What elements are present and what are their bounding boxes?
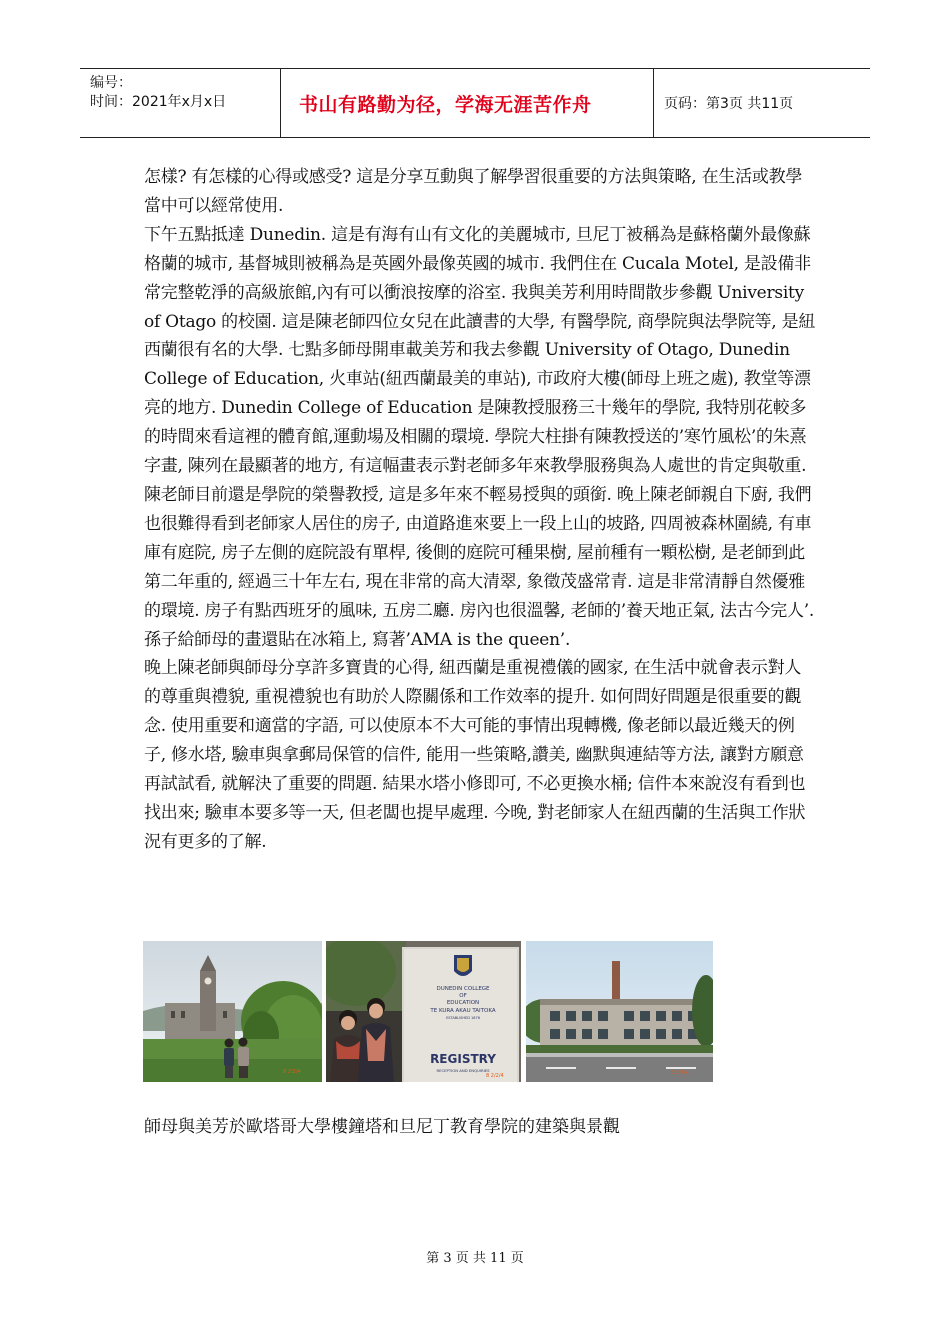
header-motto: 书山有路勤为径，学海无涯苦作舟	[299, 93, 592, 116]
photo-clock-tower	[143, 941, 322, 1082]
doc-number-label: 编号：	[90, 75, 132, 91]
photo-college-sign	[326, 941, 521, 1082]
page-header	[80, 68, 870, 138]
photo-stamp-2: 8 2/2/4	[486, 1073, 504, 1079]
header-page-cell	[654, 69, 870, 137]
photo-caption: 師母與美芳於歐塔哥大學樓鐘塔和旦尼丁教育學院的建築與景觀	[144, 1117, 620, 1137]
body-paragraph: 晚上陳老師與師母分享許多寶貴的心得, 紐西蘭是重視禮儀的國家, 在生活中就會表示對人的尊重與禮貌, 重視禮貌也有助於人際關係和工作效率的提升. 如何問好問題是很重要的觀念. 使用重要和適當的字語, 可以使原本不大可能的事情出現轉機, 像老師以最近幾天的例子, 修水塔, 驗車與拿郵局保管的信件, 能用一些策略,讚美, 幽默與連結等方法, 讓對方願意再試試看, 就解決了重要的問題. 結果水塔小修即可, 不必更換水桶; 信件本來說沒有看到也找出來; 驗車本要多等一天, 但老闆也提早處理. 今晚, 對老師家人在紐西蘭的生活與工作狀況有更多的了解.	[144, 658, 806, 852]
photo-college-building	[526, 941, 713, 1082]
body-paragraph: 下午五點抵達 Dunedin. 這是有海有山有文化的美麗城市, 旦尼丁被稱為是蘇格蘭外最像蘇格蘭的城市, 基督城則被稱為是英國外最像英國的城市. 我們住在 Cucala Motel, 是設備非常完整乾淨的高級旅館,內有可以衝浪按摩的浴室. 我與美芳利用時間散步參觀 University of Otago 的校園. 這是陳老師四位女兒在此讀書的大學, 有醫學院, 商學院與法學院等, 是紐西蘭很有名的大學. 七點多師母開車載美芳和我去參觀 University of Otago, Dunedin College of Education, 火車站(紐西蘭最美的車站), 市政府大樓(師母上班之處), 教堂等漂亮的地方. Dunedin College of Education 是陳教授服務三十幾年的學院, 我特別花較多的時間來看這裡的體育館,運動場及相關的環境. 學院大柱掛有陳教授送的’寒竹風松’的朱熹字畫, 陳列在最顯著的地方, 有這幅畫表示對老師多年來教學服務與為人處世的肯定與敬重. 陳老師目前還是學院的榮譽教授, 這是多年來不輕易授與的頭銜. 晚上陳老師親自下廚, 我們也很難得看到老師家人居住的房子, 由道路進來要上一段上山的坡路, 四周被森林圍繞, 有車庫有庭院, 房子左側的庭院設有單桿, 後側的庭院可種果樹, 屋前種有一顆松樹, 是老師到此第二年重的, 經過三十年左右, 現在非常的高大清翠, 象徵茂盛常青. 這是非常清靜自然優雅的環境. 房子有點西班牙的風味, 五房二廳. 房內也很溫馨, 老師的’養天地正氣, 法古今完人’. 孫子給師母的畫還貼在冰箱上, 寫著’AMA is the queen’.	[144, 224, 816, 650]
college-building-image	[526, 941, 713, 1082]
sign-line1: DUNEDIN COLLEGE	[436, 986, 490, 992]
photo-stamp-3: 8 2/2/4	[671, 1070, 689, 1076]
header-meta	[80, 69, 281, 137]
sign-registry: REGISTRY	[430, 1052, 496, 1066]
page-footer: 第 3 页 共 11 页	[426, 1251, 524, 1266]
clock-tower-image	[143, 941, 322, 1082]
college-sign-image	[326, 941, 521, 1082]
body-paragraph: 怎樣? 有怎樣的心得或感受? 這是分享互動與了解學習很重要的方法與策略, 在生活或教學當中可以經常使用.	[144, 167, 803, 216]
sign-line4: TE KURA AKAU TAITOKA	[430, 1008, 496, 1014]
sign-line3: EDUCATION	[446, 1000, 480, 1006]
header-motto-cell	[281, 69, 654, 137]
body-text	[144, 163, 816, 857]
header-page-info: 页码：第3页 共11页	[664, 96, 794, 112]
doc-date: 时间：2021年x月x日	[90, 94, 227, 110]
photo-stamp-1: 8 2/2/4	[283, 1069, 301, 1075]
sign-sub: RECEPTION AND ENQUIRIES	[436, 1068, 490, 1073]
sign-line2: OF	[459, 993, 467, 999]
sign-line5: ESTABLISHED 1876	[446, 1016, 480, 1020]
